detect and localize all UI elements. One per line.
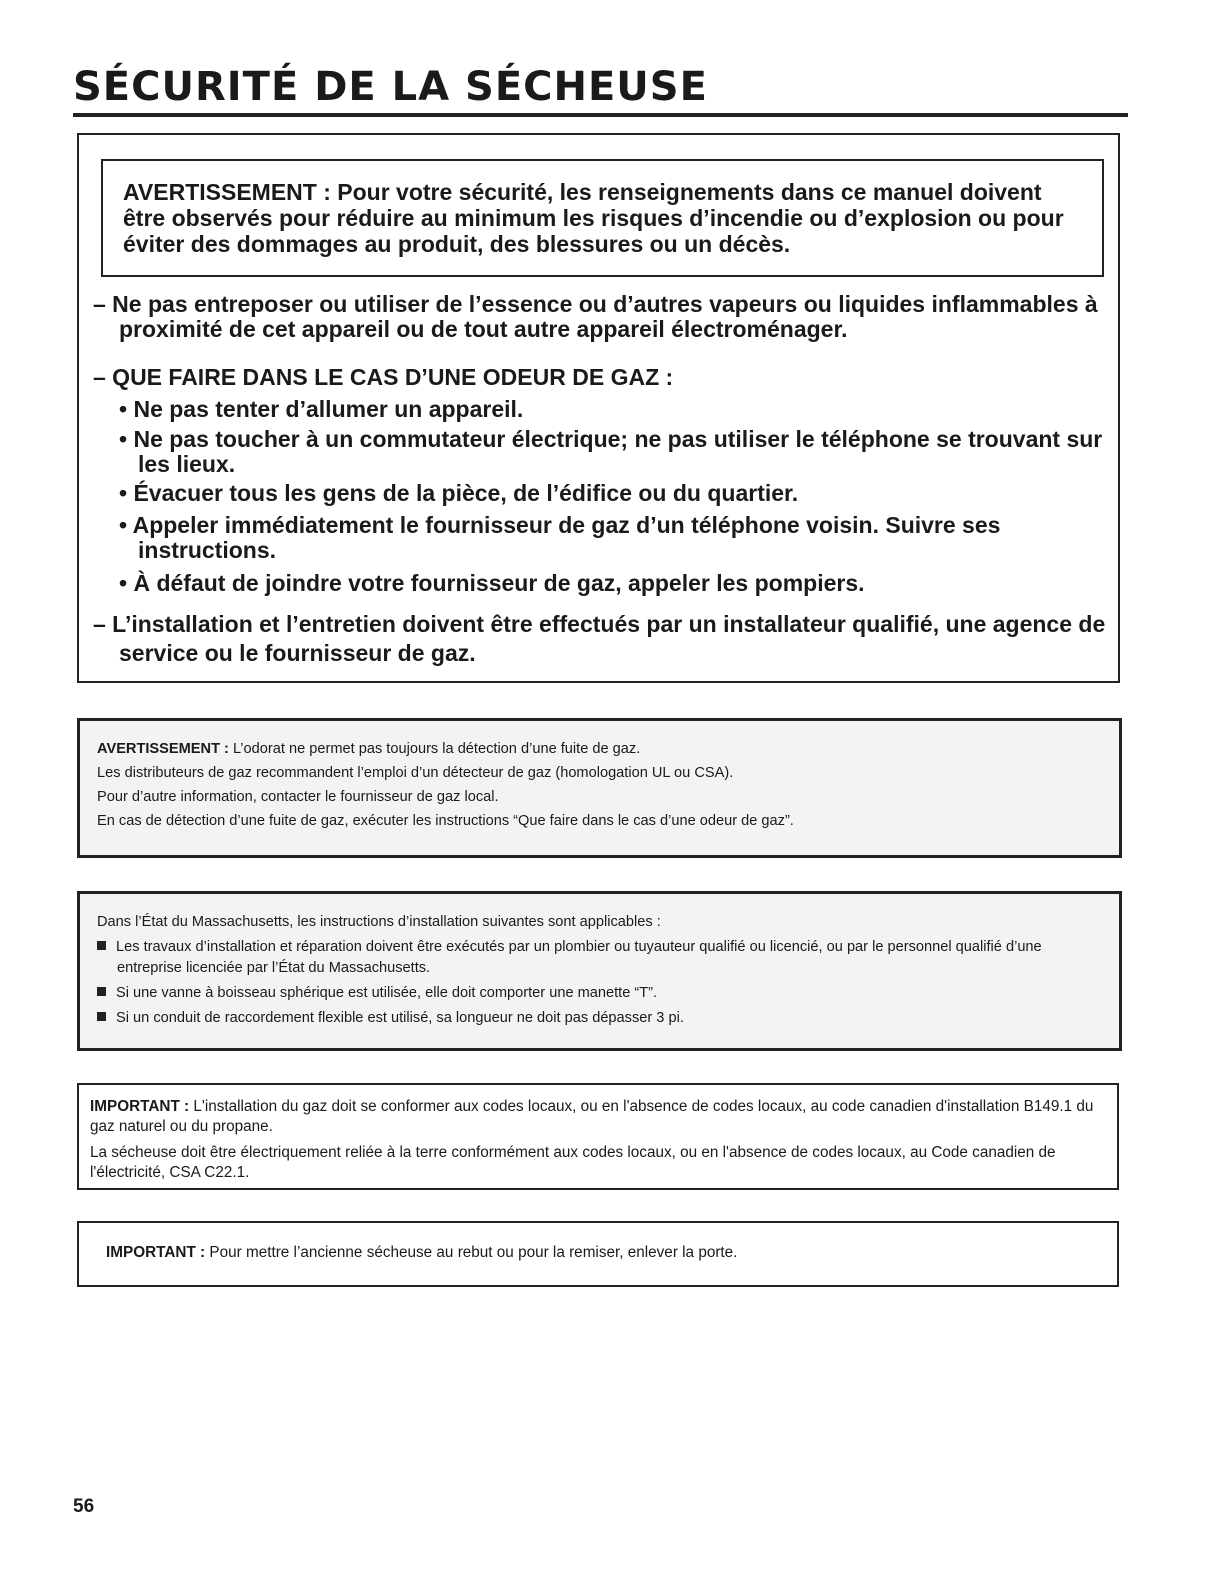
disposal-important-box xyxy=(77,1221,1119,1287)
important-label: IMPORTANT : xyxy=(106,1244,206,1261)
leak-line: Pour d’autre information, contacter le fournisseur de gaz local. xyxy=(97,789,499,805)
page-title: SÉCURITÉ DE LA SÉCHEUSE xyxy=(73,64,708,110)
flammable-storage-warning: – Ne pas entreposer ou utiliser de l’essence ou d’autres vapeurs ou liquides inflammables à proximité de cet appareil ou de tout autre appareil électroménager. xyxy=(93,291,1098,342)
important-paragraph: IMPORTANT : L'installation du gaz doit se conformer aux codes locaux, ou en l'absence de codes locaux, au code canadien d'installation B149.1 du gaz naturel ou du propane. xyxy=(90,1098,1094,1135)
massachusetts-instructions-box xyxy=(77,891,1122,1051)
list-item: Si une vanne à boisseau sphérique est utilisée, elle doit comporter une manette “T”. xyxy=(97,983,1103,1004)
square-bullet-icon xyxy=(97,987,106,996)
gas-odor-bullet: • Évacuer tous les gens de la pièce, de l’édifice ou du quartier. xyxy=(119,480,799,506)
square-bullet-icon xyxy=(97,1012,106,1021)
leak-line: En cas de détection d’une fuite de gaz, exécuter les instructions “Que faire dans le cas d’une odeur de gaz”. xyxy=(97,813,794,829)
important-label: IMPORTANT : xyxy=(90,1098,190,1115)
leak-line: AVERTISSEMENT : L’odorat ne permet pas toujours la détection d’une fuite de gaz. xyxy=(97,741,641,757)
important-paragraph: La sécheuse doit être électriquement reliée à la terre conformément aux codes locaux, ou en l'absence de codes locaux, au Code canadien de l'électricité, CSA C22.1. xyxy=(90,1144,1056,1181)
gas-leak-warning-box xyxy=(77,718,1122,858)
warning-label: AVERTISSEMENT : xyxy=(97,741,229,757)
bullet-dot-icon: • xyxy=(119,396,134,422)
warning-banner: AVERTISSEMENT : Pour votre sécurité, les renseignements dans ce manuel doivent être observés pour réduire au minimum les risques d’incendie ou d’explosion ou pour éviter des dommages au produit, des blessures ou un décès. xyxy=(101,159,1104,277)
bullet-dot-icon: • xyxy=(119,570,134,596)
gas-safety-warning-box xyxy=(77,133,1120,683)
title-rule xyxy=(73,113,1128,117)
bullet-dot-icon: • xyxy=(119,512,133,538)
gas-odor-bullet: • Ne pas toucher à un commutateur électrique; ne pas utiliser le téléphone se trouvant sur les lieux. xyxy=(119,426,1103,477)
canadian-code-important-box xyxy=(77,1083,1119,1190)
list-item: Si un conduit de raccordement flexible est utilisé, sa longueur ne doit pas dépasser 3 pi. xyxy=(97,1008,1103,1029)
gas-odor-heading: – QUE FAIRE DANS LE CAS D’UNE ODEUR DE GAZ : xyxy=(93,364,674,390)
bullet-dot-icon: • xyxy=(119,426,134,452)
gas-odor-bullet: • Ne pas tenter d’allumer un appareil. xyxy=(119,396,524,422)
bullet-dot-icon: • xyxy=(119,480,134,506)
installer-qualification-warning: – L’installation et l’entretien doivent être effectués par un installateur qualifié, une agence de service ou le fournisseur de gaz. xyxy=(93,611,1106,666)
square-bullet-icon xyxy=(97,941,106,950)
gas-odor-bullet: • Appeler immédiatement le fournisseur de gaz d’un téléphone voisin. Suivre ses instructions. xyxy=(119,512,1001,563)
disposal-text: Pour mettre l’ancienne sécheuse au rebut ou pour la remiser, enlever la porte. xyxy=(209,1244,738,1261)
gas-odor-bullet: • À défaut de joindre votre fournisseur de gaz, appeler les pompiers. xyxy=(119,570,865,596)
leak-line: Les distributeurs de gaz recommandent l’emploi d’un détecteur de gaz (homologation UL ou CSA). xyxy=(97,765,734,781)
page-number: 56 xyxy=(73,1496,95,1517)
list-item: Les travaux d’installation et réparation doivent être exécutés par un plombier ou tuyauteur qualifié ou licencié, ou par le personnel qualifié d’une entreprise licenciée par l’État du Massachusetts. xyxy=(97,937,1103,979)
massachusetts-intro: Dans l’État du Massachusetts, les instructions d’installation suivantes sont applicables : xyxy=(97,914,661,930)
